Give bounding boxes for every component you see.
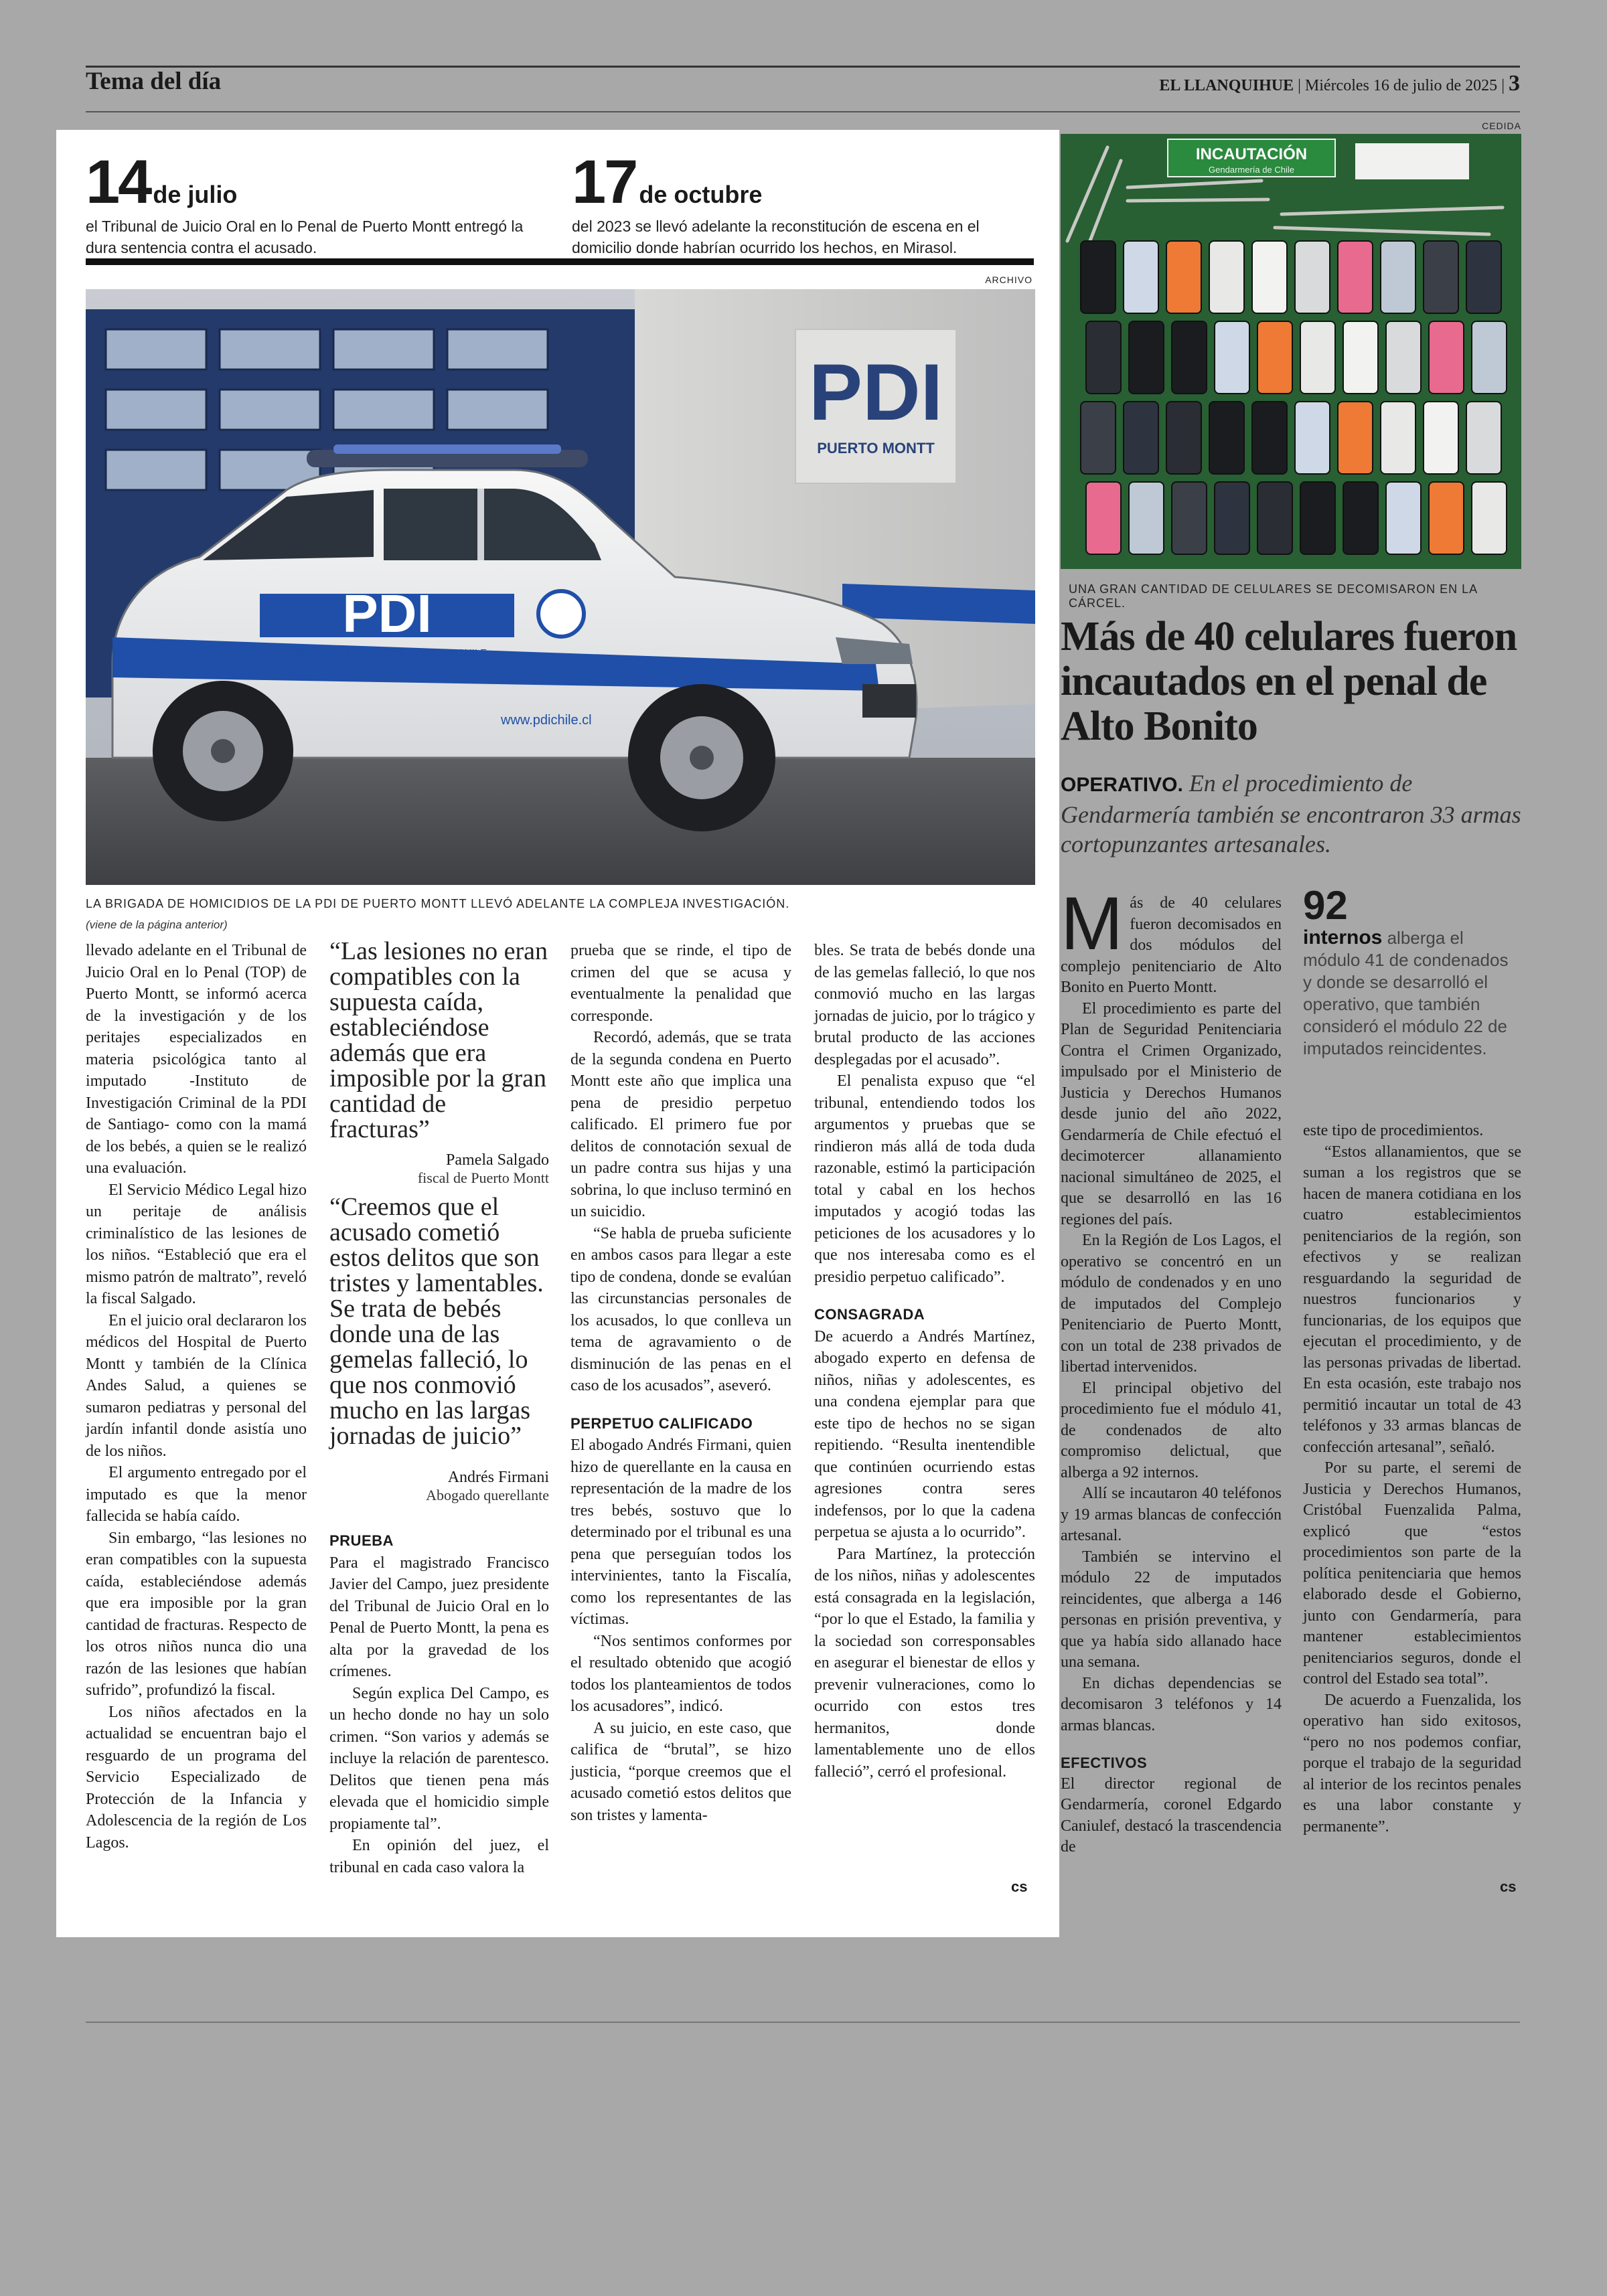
phone-icon (1081, 402, 1116, 474)
issue-date: Miércoles 16 de julio de 2025 (1304, 77, 1498, 94)
phone-icon (1429, 482, 1464, 554)
right-photo (1061, 134, 1521, 569)
article-column-1 (86, 940, 307, 1854)
continued-note: (viene de la página anterior) (86, 918, 228, 931)
phone-icon (1209, 402, 1244, 474)
page-number: 3 (1509, 71, 1520, 96)
vehicle-url: www.pdichile.cl (501, 713, 592, 728)
paragraph: En opinión del juez, el tribunal en cada caso valora la (329, 1837, 549, 1876)
phone-icon (1166, 241, 1201, 313)
phone-icon (1086, 321, 1121, 394)
right-article-headline: Más de 40 celulares fueron incautados en el penal de Alto Bonito (1061, 614, 1517, 749)
phone-icon (1215, 482, 1249, 554)
drop-cap: M (1061, 882, 1124, 965)
paragraph: El procedimiento es parte del Plan de Seguridad Penitenciaria Contra el Crimen Organizado, impulsado por el Ministerio de Justicia y Derechos Humanos desde junio del año 2022, Gendarmería de Chile efectuó el decimotercer allanamiento nacional simultáneo de 2025, el que se desarrolló en las 16 regiones del país. (1061, 999, 1282, 1228)
vehicle-pdi-logo: PDI (342, 584, 432, 643)
phone-icon (1429, 321, 1464, 394)
paragraph: El argumento entregado por el imputado es que la menor fallecida se había caído. (86, 1464, 307, 1525)
paragraph: bles. Se trata de bebés donde una de las gemelas falleció, lo que nos conmovió mucho en las largas jornadas de juicio, por lo trágico y brutal producto de las acciones desplegadas por el acusado”. (814, 942, 1035, 1068)
phone-icon (1124, 402, 1158, 474)
phone-icon (1338, 402, 1373, 474)
timeline-month: de octubre (639, 181, 763, 208)
bottom-rule (86, 2022, 1520, 2023)
quote-author: Andrés Firmani (447, 1469, 549, 1486)
paragraph: “Estos allanamientos, que se suman a los registros que se hacen de manera cotidiana en los cuatro establecimientos penitenciarios de la región, son efectivos y se realizan resguardando la seguridad de nuestros funcionarios y funcionarias, de los equipos que ejecutan el procedimiento, y de las personas privadas de libertad. En esta ocasión, este trabajo nos permitió incautar un total de 43 teléfonos y 33 armas blancas de confección artesanal”, señaló. (1303, 1143, 1521, 1456)
phone-icon (1081, 241, 1116, 313)
paragraph: También se intervino el módulo 22 de imputados reincidentes, que alberga a 146 personas en prisión preventiva, y que ya había sido allanado hace una semana. (1061, 1548, 1282, 1671)
paragraph: El penalista expuso que “el tribunal, entendiendo todos los argumentos y pruebas que se rindieron más allá de toda duda razonable, estimó la participación total y cabal en los hechos imputados y acogió todas las peticiones de los acusadores y lo que nos interesaba como es el presidio perpetuo calificado”. (814, 1072, 1035, 1286)
phone-icon (1295, 241, 1330, 313)
paragraph: Por su parte, el seremi de Justicia y Derechos Humanos, Cristóbal Fuenzalida Palma, explicó que “estos procedimientos son parte de la política penitenciaria que hemos elaborado desde el Gobierno, junto con Gendarmería, para mantener establecimientos penitenciarios seguros, donde el control del Estado sea total”. (1303, 1459, 1521, 1688)
timeline-day: 17 (572, 148, 637, 216)
paragraph: Los niños afectados en la actualidad se encuentran bajo el resguardo de un programa del Servicio Especializado de Protección de la Infancia y Adolescencia de la región de Los Lagos. (86, 1703, 307, 1852)
main-photo-caption: LA BRIGADA DE HOMICIDIOS DE LA PDI DE PUERTO MONTT LLEVÓ ADELANTE LA COMPLEJA INVESTIGACIÓN. (86, 897, 790, 910)
phone-icon (1386, 482, 1421, 554)
phone-icon (1252, 241, 1287, 313)
phone-icon (1466, 241, 1501, 313)
right-article-lead (1061, 768, 1523, 859)
phone-icon (1166, 402, 1201, 474)
paragraph: En la Región de Los Lagos, el operativo se concentró en un módulo de condenados y en uno de imputados del Complejo Penitenciario de Puerto Montt, con un total de 238 privados de libertad intervenidos. (1061, 1232, 1282, 1376)
seized-phones-photo (1061, 134, 1521, 569)
subheading: PERPETUO CALIFICADO (570, 1414, 753, 1432)
paragraph: Para Martínez, la protección de los niños, niñas y adolescentes está consagrada en la legislación, “por lo que el Estado, la familia y la sociedad son corresponsables en asegurar el bienestar de ellos y prevenir vulneraciones, como lo ocurrido con estos tres hermanitos, donde lamentablemente uno de ellos falleció”, cerró el profesional. (814, 1545, 1035, 1781)
timeline-text: del 2023 se llevó adelante la reconstitución de escena en el domicilio donde habrían ocurrido los hechos, en Mirasol. (572, 218, 980, 256)
phone-icon (1386, 321, 1421, 394)
paragraph: En el juicio oral declararon los médicos del Hospital de Puerto Montt y también de la Clínica Andes Salud, a quienes se sumaron pediatras y personal del jardín infantil donde asistía uno de los niños. (86, 1311, 307, 1460)
paragraph: El Servicio Médico Legal hizo un peritaje de análisis criminalístico de las lesiones de los niños. “Estableció que era el mismo patrón de maltrato”, reveló la fiscal Salgado. (86, 1181, 307, 1307)
quote-text: “Creemos que el acusado cometió estos delitos que son tristes y lamentables. Se trata de bebés donde una de las gemelas falleció, lo que nos conmovió mucho en las largas jornadas de juicio” (329, 1193, 544, 1450)
paragraph: prueba que se rinde, el tipo de crimen del que se acusa y eventualmente la penalidad que corresponde. (570, 942, 791, 1025)
phone-icon (1295, 402, 1330, 474)
phone-icon (1300, 482, 1335, 554)
paragraph: El principal objetivo del procedimiento fue el módulo 41, de condenados de alto compromiso delictual, que alberga a 92 internos. (1061, 1379, 1282, 1481)
lead-kicker: OPERATIVO. (1061, 774, 1183, 796)
phone-icon (1129, 482, 1164, 554)
pdi-vehicle-photo (86, 289, 1035, 885)
photo-credit: ARCHIVO (985, 274, 1032, 285)
quote-text: “Las lesiones no eran compatibles con la supuesta caída, estableciéndose además que era imposible por la gran cantidad de fracturas” (329, 937, 548, 1143)
phone-icon (1172, 482, 1207, 554)
main-photo (86, 289, 1035, 885)
subheading: PRUEBA (329, 1532, 394, 1549)
header-rule-bottom (86, 111, 1520, 112)
subheading: CONSAGRADA (814, 1306, 925, 1323)
header-rule-top (86, 66, 1520, 68)
stat-number: 92 (1303, 883, 1348, 928)
paragraph: “Nos sentimos conformes por el resultado obtenido que acogió todos los planteamientos de todos los acusadores”, indicó. (570, 1632, 791, 1715)
first-paragraph: Más de 40 celulares fueron decomisados en dos módulos del complejo penitenciario de Alto Bonito en Puerto Montt. (1061, 882, 1282, 996)
phone-icon (1424, 241, 1458, 313)
right-photo-caption: UNA GRAN CANTIDAD DE CELULARES SE DECOMISARON EN LA CÁRCEL. (1069, 582, 1478, 610)
right-article-column-2 (1303, 1121, 1521, 1837)
stat-label: internos (1303, 926, 1383, 949)
timeline-month: de julio (153, 181, 238, 208)
section-name: Tema del día (86, 68, 222, 95)
phone-icon (1300, 321, 1335, 394)
phone-icon (1209, 241, 1244, 313)
paragraph: Según explica Del Campo, es un hecho donde no hay un solo crimen. “Son varios y además se incluye la relación de parentesco. Delitos que tienen pena más elevada que el homicidio simple propiamente tal”. (329, 1684, 549, 1833)
phone-icon (1472, 321, 1507, 394)
phone-icon (1381, 402, 1415, 474)
phone-icon (1424, 402, 1458, 474)
paragraph: A su juicio, en este caso, que califica de “brutal”, se hizo justicia, “porque creemos que el acusado cometió estos delitos que son tristes y lamenta- (570, 1719, 791, 1824)
phone-icon (1215, 321, 1249, 394)
timeline-item-2 (572, 148, 1034, 258)
lead-text: En el procedimiento de Gendarmería también se encontraron 33 armas cortopunzantes artesanales. (1061, 770, 1521, 857)
paragraph: Para el magistrado Francisco Javier del Campo, juez presidente del Tribunal de Juicio Oral en lo Penal de Puerto Montt, la pena es alta por la gravedad de los crímenes. (329, 1554, 549, 1680)
masthead: EL LLANQUIHUE | Miércoles 16 de julio de 2025 | 3 (1159, 71, 1520, 96)
phone-icon (1257, 321, 1292, 394)
pull-quote-1 (329, 938, 549, 1187)
timeline-text: el Tribunal de Juicio Oral en lo Penal de Puerto Montt entregó la dura sentencia contra el acusado. (86, 218, 524, 256)
quote-author: Pamela Salgado (446, 1151, 549, 1169)
phone-icon (1466, 402, 1501, 474)
quote-author-role: Abogado querellante (426, 1487, 549, 1503)
timeline-item-1 (86, 148, 554, 258)
pdi-badge-icon (538, 591, 584, 637)
seizure-sign-sub: Gendarmería de Chile (1209, 165, 1294, 175)
phone-icon (1124, 241, 1158, 313)
article-column-2 (329, 1530, 549, 1878)
paragraph: “Se habla de prueba suficiente en ambos casos para llegar a este tipo de condena, donde se evalúan las circunstancias personales de los acusados, lo que conlleva un tema de agravamiento o de disminución de las penas en el caso de los acusados”, aseveró. (570, 1224, 791, 1394)
paragraph: este tipo de procedimientos. (1303, 1122, 1484, 1139)
phone-icon (1338, 241, 1373, 313)
end-mark-icon: cs (1011, 1878, 1028, 1895)
phone-icon (1252, 402, 1287, 474)
article-column-4 (814, 940, 1035, 1783)
paragraph: Allí se incautaron 40 teléfonos y 19 armas blancas de confección artesanal. (1061, 1485, 1282, 1544)
vehicle-logo-sub: POLICÍA DE INVESTIGACIONES DE CHILE (287, 647, 487, 659)
stat-text: alberga el módulo 41 de condenados y donde se desarrolló el operativo, que también consideró el módulo 22 de imputados reincidentes. (1303, 928, 1509, 1058)
quote-author-role: fiscal de Puerto Montt (417, 1169, 549, 1186)
timeline-day: 14 (86, 148, 151, 216)
paragraph: llevado adelante en el Tribunal de Juicio Oral en lo Penal (TOP) de Puerto Montt, se informó acerca de la investigación y de los peritajes especializados en materia psicológica tanto al imputado -Instituto de Investigación Criminal de la PDI de Santiago- como con la mamá de los bebés, a quien se le realizó una evaluación. (86, 942, 307, 1177)
phone-icon (1381, 241, 1415, 313)
stat-box (1303, 885, 1521, 1060)
end-mark-icon: cs (1500, 1878, 1517, 1895)
subheading: EFECTIVOS (1061, 1754, 1148, 1771)
timeline-bar (86, 258, 1034, 265)
seizure-sign-text: INCAUTACIÓN (1195, 145, 1308, 163)
phone-icon (1257, 482, 1292, 554)
photo-credit: CEDIDA (1482, 120, 1521, 131)
phone-icon (1086, 482, 1121, 554)
newspaper-name: EL LLANQUIHUE (1159, 77, 1294, 94)
phone-icon (1343, 482, 1378, 554)
paragraph: De acuerdo a Andrés Martínez, abogado experto en defensa de niños, niñas y adolescentes, es una condena ejemplar para que este tipo de hechos no se sigan repitiendo. “Resulta inentendible que continúen ocurriendo estas agresiones contra seres indefensos, por lo que la cadena perpetua se ajusta a lo ocurrido”. (814, 1327, 1035, 1541)
paragraph: Sin embargo, “las lesiones no eran compatibles con la supuesta caída, estableciéndose además que era imposible por la gran cantidad de fracturas. Respecto de los otros niños nunca dio una razón de las lesiones que habían sufrido”, profundizó la fiscal. (86, 1529, 307, 1699)
paragraph: El director regional de Gendarmería, coronel Edgardo Caniulef, destacó la trascendencia de (1061, 1775, 1282, 1856)
phone-icon (1129, 321, 1164, 394)
phone-icon (1343, 321, 1378, 394)
building-pdi-logo: PDI (808, 347, 943, 437)
paragraph: Recordó, además, que se trata de la segunda condena en Puerto Montt este año que implica una pena de presidio perpetuo calificado. El primero fue por delitos de connotación sexual de un padre contra sus hijas y una sobrina, lo que incluso terminó en un suicidio. (570, 1029, 791, 1220)
paragraph: El abogado Andrés Firmani, quien hizo de querellante en la causa en representación de la madre de los tres bebés, sostuvo que lo determinado por el tribunal es una pena que perseguían todos los intervinientes, tanto la Fiscalía, como los representantes de las víctimas. (570, 1437, 791, 1628)
pull-quote-2 (329, 1194, 549, 1504)
paragraph: En dichas dependencias se decomisaron 3 teléfonos y 14 armas blancas. (1061, 1674, 1282, 1734)
paragraph: De acuerdo a Fuenzalida, los operativo han sido exitosos, “pero no nos podemos confiar, porque el trabajo de la seguridad al interior de los recintos penales es una labor constante y permanente”. (1303, 1691, 1521, 1835)
building-sign-text: PUERTO MONTT (817, 440, 935, 457)
phone-icon (1472, 482, 1507, 554)
right-article-column-1 (1061, 882, 1282, 1858)
article-column-3 (570, 940, 791, 1826)
phone-icon (1172, 321, 1207, 394)
